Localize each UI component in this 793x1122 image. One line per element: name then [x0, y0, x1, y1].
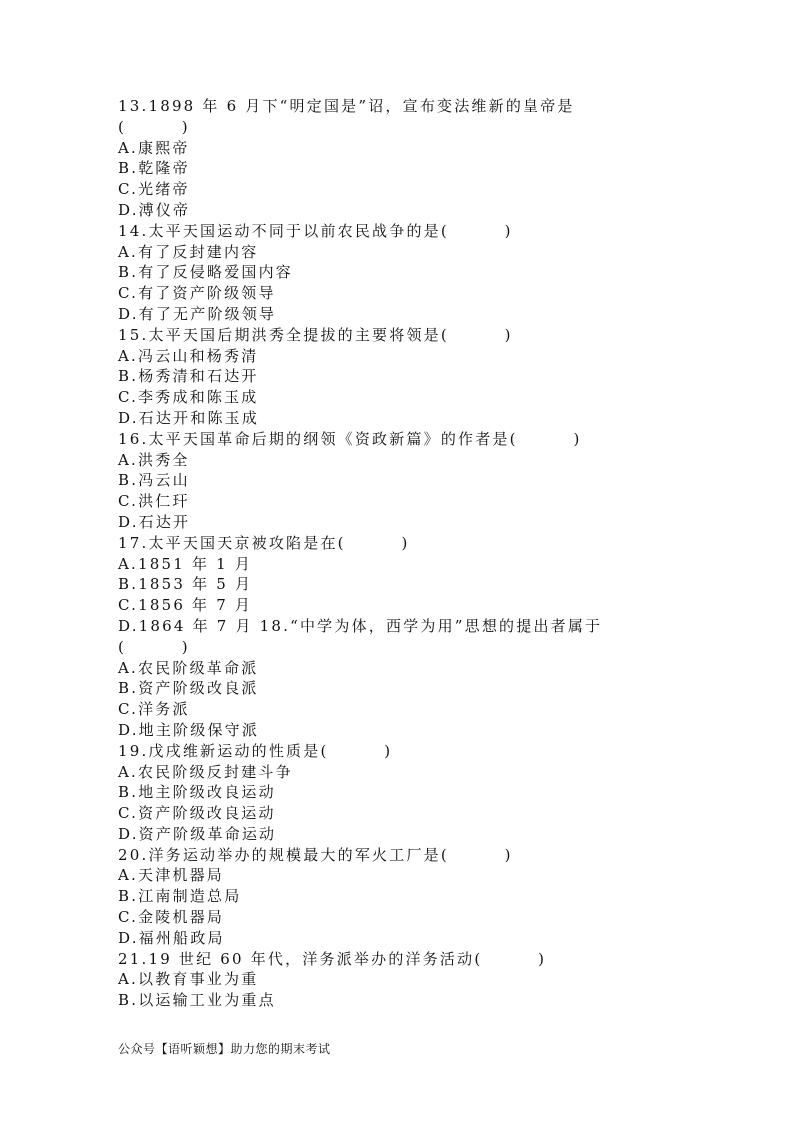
answer-option: C.金陵机器局: [118, 908, 225, 927]
answer-option: D.地主阶级保守派: [118, 720, 260, 739]
answer-option: D.资产阶级革命运动: [118, 824, 277, 843]
answer-option: D.石达开: [118, 512, 191, 531]
answer-option: A.洪秀全: [118, 450, 190, 469]
answer-option: A.农民阶级革命派: [118, 658, 259, 677]
footer-note: 公众号【语听颖想】助力您的期末考试: [118, 1042, 331, 1056]
answer-option: A.农民阶级反封建斗争: [118, 762, 293, 781]
answer-option: C.李秀成和陈玉成: [118, 388, 259, 407]
question-list: [118, 96, 718, 1011]
question-stem: 17.太平天国天京被攻陷是在( ): [118, 533, 410, 552]
answer-option: B.杨秀清和石达开: [118, 367, 259, 386]
answer-option: A.康熙帝: [118, 138, 190, 157]
answer-option: B.有了反侵略爱国内容: [118, 263, 293, 282]
answer-option: C.洪仁玕: [118, 492, 190, 511]
answer-option: B.资产阶级改良派: [118, 679, 259, 698]
answer-option: B.以运输工业为重点: [118, 991, 276, 1010]
answer-option: C.有了资产阶级领导: [118, 284, 276, 303]
question-stem: 16.太平天国革命后期的纲领《资政新篇》的作者是( ): [118, 429, 582, 448]
answer-option: C.洋务派: [118, 700, 190, 719]
answer-option: D.福州船政局: [118, 928, 225, 947]
answer-option: A.以教育事业为重: [118, 970, 259, 989]
answer-option: A.冯云山和杨秀清: [118, 346, 259, 365]
question-stem: 14.太平天国运动不同于以前农民战争的是( ): [118, 221, 513, 240]
answer-option: B.冯云山: [118, 471, 190, 490]
answer-option: A.1851 年 1 月: [118, 554, 253, 573]
answer-option: C.光绪帝: [118, 180, 190, 199]
answer-option: B.江南制造总局: [118, 887, 242, 906]
question-stem: 19.戊戌维新运动的性质是( ): [118, 741, 393, 760]
question-stem: 15.太平天国后期洪秀全提拔的主要将领是( ): [118, 325, 513, 344]
answer-option: A.有了反封建内容: [118, 242, 259, 261]
answer-option: B.乾隆帝: [118, 159, 190, 178]
answer-option: C.1856 年 7 月: [118, 596, 253, 615]
question-stem: 20.洋务运动举办的规模最大的军火工厂是( ): [118, 845, 513, 864]
answer-option: D.溥仪帝: [118, 200, 191, 219]
answer-option: D.有了无产阶级领导: [118, 304, 277, 323]
question-stem: 21.19 世纪 60 年代，洋务派举办的洋务活动( ): [118, 949, 547, 968]
answer-option: A.天津机器局: [118, 866, 225, 885]
question-stem: 13.1898 年 6 月下“明定国是”诏，宣布变法维新的皇帝是: [118, 97, 575, 115]
answer-option: D.石达开和陈玉成: [118, 408, 260, 427]
answer-option: B.1853 年 5 月: [118, 575, 253, 594]
answer-blank: ( ): [118, 117, 190, 136]
answer-option: D.1864 年 7 月 18.“中学为体，西学为用”思想的提出者属于: [118, 616, 603, 635]
answer-blank: ( ): [118, 637, 190, 656]
answer-option: C.资产阶级改良运动: [118, 804, 276, 823]
answer-option: B.地主阶级改良运动: [118, 783, 276, 802]
